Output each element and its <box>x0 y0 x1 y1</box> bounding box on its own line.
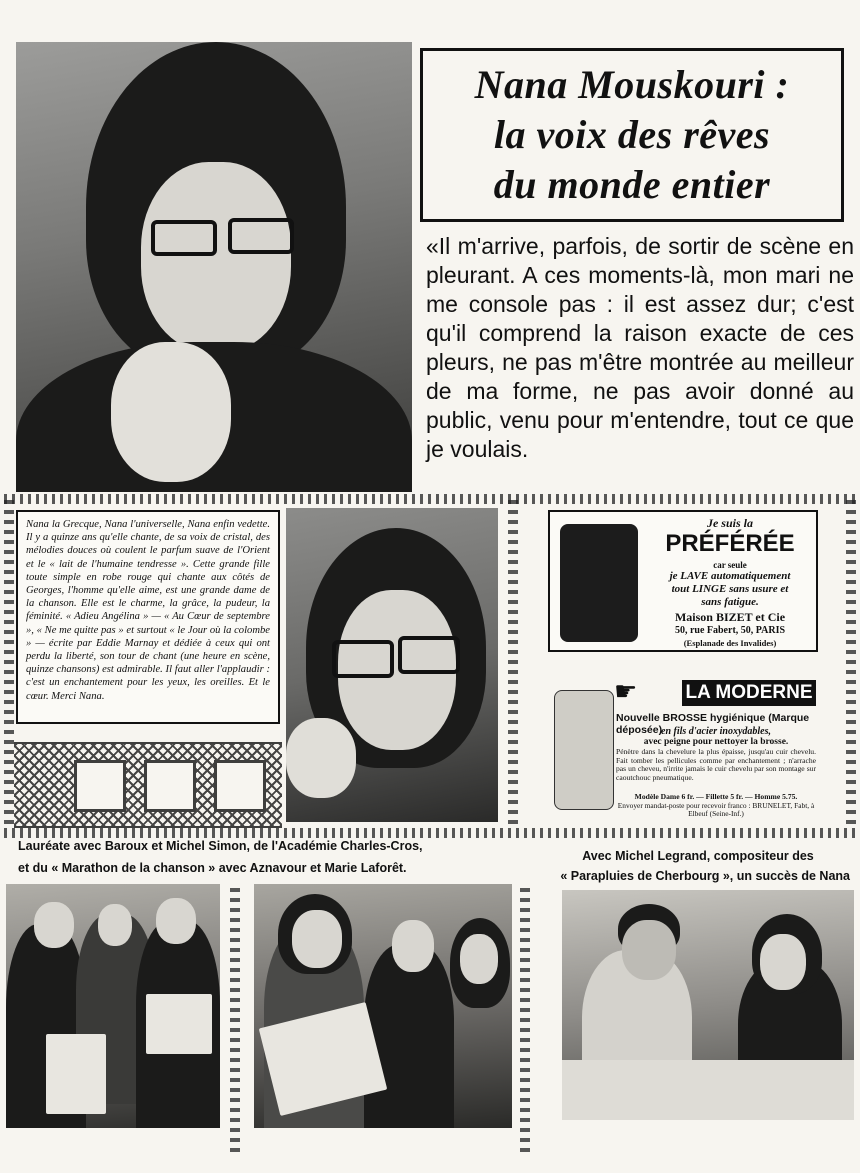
advertisement-prefere <box>548 510 818 652</box>
portrait-glasses-left <box>332 640 394 678</box>
portrait-glasses-right <box>398 636 460 674</box>
ad2-line-3: avec peigne pour nettoyer la brosse. <box>643 737 789 747</box>
person-face <box>460 934 498 984</box>
portrait-hand <box>286 718 356 798</box>
person-face <box>760 934 806 990</box>
diploma-icon <box>46 1034 106 1114</box>
bottom-photo-michel-legrand <box>562 890 854 1120</box>
person-face <box>392 920 434 972</box>
ad1-line-2: car seule <box>713 560 747 570</box>
advertisement-la-moderne <box>552 684 818 818</box>
ad2-line-1: Nouvelle BROSSE hygiénique (Marque déposée) <box>616 712 810 736</box>
diploma-icon <box>146 994 212 1054</box>
person-face <box>156 898 196 944</box>
headline-line-2: la voix des rêves <box>493 112 771 157</box>
ad1-title: PRÉFÉRÉE <box>665 530 795 557</box>
portrait-hand <box>111 342 231 482</box>
main-portrait-photo <box>16 42 412 492</box>
pointing-hand-icon: ☛ <box>614 676 638 706</box>
ornament-medallion-icon <box>214 760 266 812</box>
person-face <box>98 904 132 946</box>
person-face <box>292 910 342 968</box>
ad1-line-1: Je suis la <box>706 516 753 530</box>
ad1-line-5: sans fatigue. <box>701 596 759 608</box>
caption-left-line-2: et du « Marathon de la chanson » avec Aznavour et Marie Laforêt. <box>18 861 407 875</box>
ad2-prices: Modèle Dame 6 fr. — Fillette 5 fr. — Homme 5.75. <box>634 792 798 801</box>
washing-machine-icon <box>560 524 638 642</box>
table-surface <box>562 1060 854 1120</box>
ad1-company: Maison BIZET et Cie <box>674 610 786 624</box>
ornament-medallion-icon <box>144 760 196 812</box>
caption-right-line-1: Avec Michel Legrand, compositeur des <box>582 849 814 863</box>
ad1-line-3: je LAVE automatiquement <box>669 570 791 582</box>
portrait-face <box>141 162 291 352</box>
caption-left-line-1: Lauréate avec Baroux et Michel Simon, de l'Académie Charles-Cros, <box>18 839 423 853</box>
ad2-order: Envoyer mandat-poste pour recevoir franco : BRUNELET, Fabt, à Elbeuf (Seine-Inf.) <box>617 801 815 818</box>
ad1-note: (Esplanade des Invalides) <box>683 638 777 648</box>
ornament-divider-left <box>4 500 14 830</box>
ad1-line-4: tout LINGE sans usure et <box>671 583 789 595</box>
ornament-divider-bottom-2 <box>520 888 530 1158</box>
portrait-glasses-left <box>151 220 217 256</box>
ornament-divider-middle <box>508 500 518 830</box>
second-portrait-photo <box>286 508 498 822</box>
tribute-text-box: Nana la Grecque, Nana l'universelle, Nana enfin vedette. Il y a quinze ans qu'elle chante, de sa voix de cristal, des mélodies douces où coulent le parfum suave de l'Orient et le « lait de l'humaine tendresse ». Cette grande fille toute simple en robe rouge qui chante aux côtés de Georges, l'homme qu'elle aime, est une grande dame de la chanson. Elle est le charme, la grâce, la pudeur, la féminité. « Adieu Angélina » — « Au Cœur de septembre », « Ne me quitte pas » et surtout « le Jour où la colombe » — écrite par Eddie Marnay et dédiée à ceux qui ont perdu la liberté, son tour de chant (une heure en scène, quinze chansons) est admirable. Il faut aller l'applaudir : c'est un enchantement pour les yeux, les oreilles. Et le cœur. Merci Nana. <box>16 510 280 724</box>
bottom-photo-marathon <box>254 884 512 1128</box>
decorative-pattern-panel <box>14 742 282 828</box>
ornament-medallion-icon <box>74 760 126 812</box>
ad2-banner: LA MODERNE <box>682 680 816 706</box>
headline-line-1: Nana Mouskouri : <box>474 62 790 107</box>
ornament-divider-bottom-1 <box>230 888 240 1158</box>
person-face <box>622 920 676 980</box>
person-face <box>34 902 74 948</box>
headline-box <box>420 48 844 222</box>
woman-illustration-icon <box>554 690 614 810</box>
ornament-divider-top <box>4 494 856 504</box>
ad2-line-4: Pénètre dans la chevelure la plus épaisse, jusqu'au cuir chevelu. Fait tomber les pellicules comme par enchantement ; n'arrache pas un cheveu, n'irrite jamais le cuir chevelu par son montage sur caoutchouc pneumatique. <box>616 747 816 782</box>
ad1-address: 50, rue Fabert, 50, PARIS <box>674 625 786 636</box>
ad2-line-2: en fils d'acier inoxydables, <box>661 726 771 737</box>
bottom-photo-award-group <box>6 884 220 1128</box>
caption-right-line-2: « Parapluies de Cherbourg », un succès de Nana <box>560 869 850 883</box>
quote-paragraph: «Il m'arrive, parfois, de sortir de scène en pleurant. A ces moments-là, mon mari ne me console pas : il est assez dur; c'est qu'il comprend la raison exacte de ces pleurs, ne pas m'être montrée au meilleur de ma forme, ne pas avoir donné au public, venu pour m'entendre, tout ce que je voulais. <box>426 233 854 462</box>
portrait-glasses-right <box>228 218 294 254</box>
headline-line-3: du monde entier <box>493 162 771 207</box>
ornament-divider-right <box>846 500 856 830</box>
